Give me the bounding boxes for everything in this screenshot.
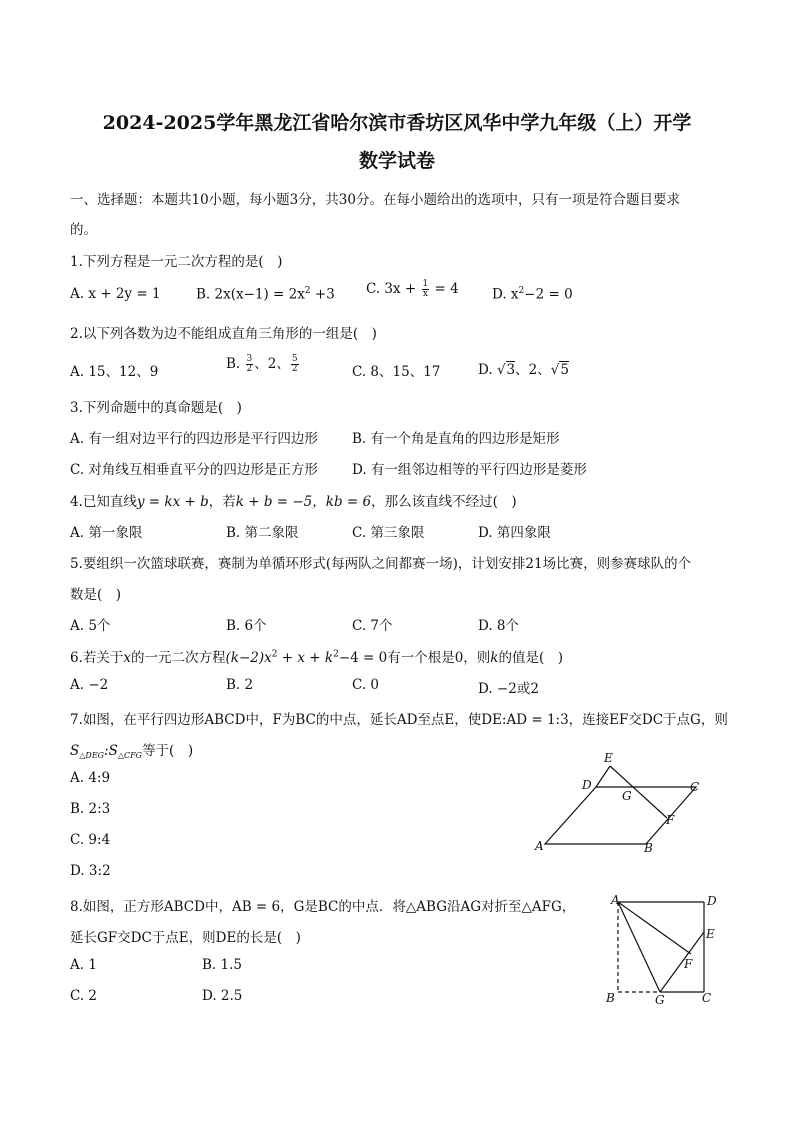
- q5-option-d: D. 8个: [478, 618, 520, 634]
- q7-label-B: B: [644, 841, 653, 855]
- q8-label-C: C: [702, 991, 712, 1005]
- q4-option-b: B. 第二象限: [226, 525, 299, 541]
- q8-label-D: D: [707, 894, 717, 908]
- q8-label-F: F: [684, 957, 693, 971]
- q5-option-c: C. 7个: [352, 618, 393, 634]
- q1-option-d: D. $x^2-2 = 0$: [492, 286, 573, 303]
- q7-line-DE: [596, 766, 610, 787]
- q6-option-c: C. 0: [352, 677, 380, 693]
- q6-stem: 6.若关于x的一元二次方程$(k-2)x^2 + x + k^2-4 = 0$有一个根是0，则k的值是( ): [70, 649, 564, 666]
- page-title-line2: 数学试卷: [358, 150, 435, 172]
- q7-figure: [530, 748, 710, 856]
- q8-option-c: C. 2: [70, 988, 98, 1004]
- q8-label-E: E: [706, 927, 715, 941]
- q2-option-a: A. 15、12、9: [70, 364, 159, 380]
- q7-option-c: C. 9:4: [70, 832, 111, 848]
- q7-label-A: A: [535, 839, 544, 853]
- q8-label-G: G: [655, 993, 665, 1007]
- q5-option-a: A. 5个: [70, 618, 111, 634]
- q4-stem: 4.已知直线y = kx + b，若k + b = −5，kb = 6，那么该直线不经过( ): [70, 494, 517, 510]
- q7-stem: 7.如图，在平行四边形ABCD中，F为BC的中点，延长AD至点E，使DE:AD = 1:3，连接EF交DC于点G，则: [70, 712, 728, 728]
- q4-option-d: D. 第四象限: [478, 525, 551, 541]
- q8-label-A: A: [611, 893, 620, 907]
- q3-option-c: C. 对角线互相垂直平分的四边形是正方形: [70, 462, 318, 478]
- page-title-line1: 2024-2025学年黑龙江省哈尔滨市香坊区风华中学九年级（上）开学: [102, 112, 692, 134]
- q8-option-b: B. 1.5: [202, 957, 242, 973]
- q4-option-a: A. 第一象限: [70, 525, 143, 541]
- q8-line-AF: [618, 902, 691, 954]
- section-header-cont: 的。: [70, 222, 97, 238]
- q6-option-d: D. −2或2: [478, 681, 539, 697]
- q7-label-D: D: [582, 778, 592, 792]
- q7-label-E: E: [604, 751, 613, 765]
- q8-label-B: B: [606, 991, 615, 1005]
- q8-option-d: D. 2.5: [202, 988, 243, 1004]
- q8-figure: [600, 890, 730, 1010]
- q7-option-b: B. 2:3: [70, 801, 111, 817]
- q7-label-C: C: [690, 780, 700, 794]
- q5-stem: 5.要组织一次篮球联赛，赛制为单循环形式(每两队之间都赛一场)，计划安排21场比赛，则参赛球队的个: [70, 556, 692, 572]
- section-header: 一、选择题：本题共10小题，每小题3分，共30分。在每小题给出的选项中，只有一项是符合题目要求: [70, 192, 680, 208]
- q2-option-c: C. 8、15、17: [352, 364, 441, 380]
- q7-label-F: F: [666, 813, 675, 827]
- q4-option-c: C. 第三象限: [352, 525, 425, 541]
- q6-option-a: A. −2: [70, 677, 109, 693]
- q8-stem-cont: 延长GF交DC于点E，则DE的长是( ): [70, 930, 301, 946]
- q5-stem-cont: 数是( ): [70, 587, 122, 603]
- q1-option-a: A. x + 2y = 1: [70, 286, 161, 302]
- q6-option-b: B. 2: [226, 677, 254, 693]
- q8-option-a: A. 1: [70, 957, 97, 973]
- q3-stem: 3.下列命题中的真命题是( ): [70, 400, 242, 416]
- q8-line-AG: [618, 902, 660, 992]
- q8-line-GE: [660, 932, 704, 992]
- q3-option-d: D. 有一组邻边相等的平行四边形是菱形: [352, 462, 587, 478]
- q8-stem: 8.如图，正方形ABCD中，AB = 6，G是BC的中点．将△ABG沿AG对折至△AFG，: [70, 899, 576, 915]
- q1-option-b: B. $2x(x-1) = 2x^2 +3$: [196, 286, 335, 303]
- q7-option-a: A. 4:9: [70, 770, 111, 786]
- q5-option-b: B. 6个: [226, 618, 267, 634]
- q2-option-b: B. $\frac{3}{2}$ 、2、 $\frac{5}{2}$: [226, 354, 298, 374]
- q7-stem-cont: $S_{\triangle DEG}:S_{\triangle CFG}$等于( ): [70, 743, 194, 760]
- q2-stem: 2.以下列各数为边不能组成直角三角形的一组是( ): [70, 326, 377, 342]
- q7-label-G: G: [622, 789, 632, 803]
- q2-option-d: D. √3、2、√5: [478, 362, 569, 378]
- q7-line-EF: [610, 766, 667, 818]
- q7-option-d: D. 3:2: [70, 863, 111, 879]
- q3-option-a: A. 有一组对边平行的四边形是平行四边形: [70, 431, 318, 447]
- q1-option-c: C. 3x + $\frac{1}{x}$ = 4: [366, 279, 459, 299]
- q1-stem: 1.下列方程是一元二次方程的是( ): [70, 254, 283, 270]
- q3-option-b: B. 有一个角是直角的四边形是矩形: [352, 431, 560, 447]
